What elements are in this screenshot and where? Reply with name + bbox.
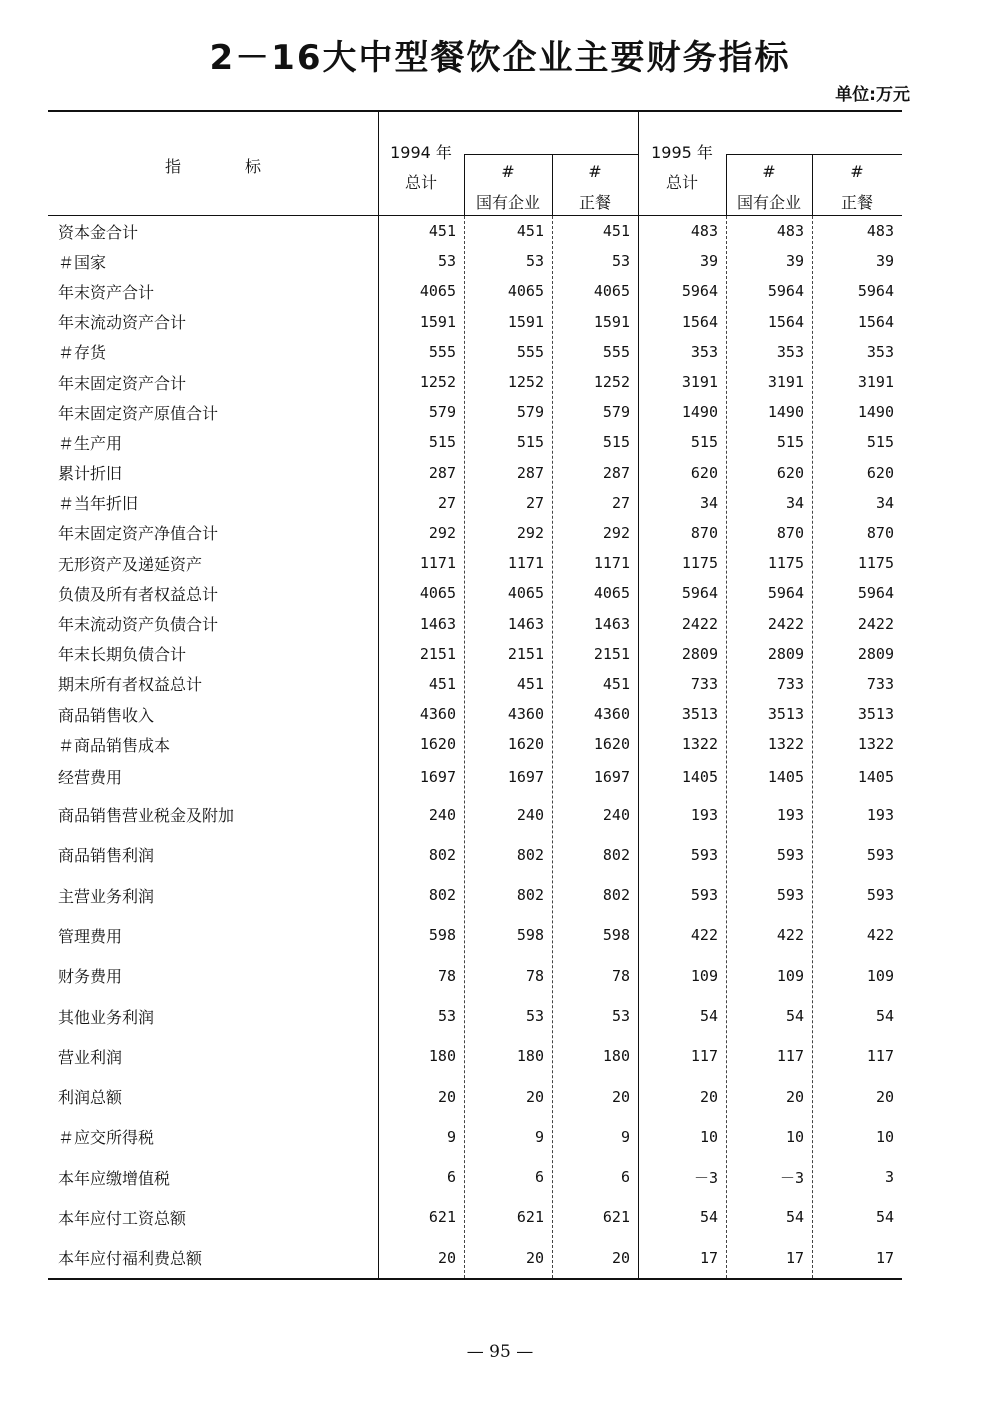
value-cell: 287 [516, 463, 544, 482]
value-cell: 287 [602, 463, 630, 482]
value-cell: 1252 [507, 373, 544, 392]
value-cell: 1591 [507, 312, 544, 331]
row-label: 无形资产及递延资产 [58, 554, 203, 574]
value-cell: 6 [534, 1168, 544, 1187]
value-cell: 34 [785, 493, 804, 512]
value-cell: 9 [534, 1127, 544, 1146]
row-label: 本年应付福利费总额 [58, 1249, 203, 1269]
value-cell: 109 [776, 966, 804, 985]
value-cell: 1697 [507, 767, 544, 786]
value-cell: 117 [690, 1047, 718, 1066]
value-cell: 240 [516, 805, 544, 824]
value-cell: 1405 [767, 767, 804, 786]
value-cell: 2809 [857, 644, 894, 663]
header-indicator: 指 标 [164, 157, 261, 176]
value-cell: 515 [866, 433, 894, 452]
table-row [48, 458, 902, 488]
value-cell: 20 [525, 1087, 544, 1106]
value-cell: 4065 [593, 282, 630, 301]
value-cell: 515 [602, 433, 630, 452]
table-row [48, 1076, 902, 1116]
row-label: 其他业务利润 [58, 1007, 155, 1027]
value-cell: 1620 [419, 735, 456, 754]
table-row [48, 1197, 902, 1237]
value-cell: 555 [516, 342, 544, 361]
value-cell: 27 [437, 493, 456, 512]
value-cell: 4065 [507, 282, 544, 301]
value-cell: 4360 [419, 705, 456, 724]
header-total-1995: 总计 [665, 173, 698, 192]
value-cell: 193 [866, 805, 894, 824]
value-cell: 78 [437, 966, 456, 985]
column-divider [812, 216, 813, 1278]
value-cell: 733 [866, 674, 894, 693]
value-cell: 109 [690, 966, 718, 985]
value-cell: 353 [690, 342, 718, 361]
value-cell: 802 [602, 886, 630, 905]
row-label: 主营业务利润 [58, 886, 155, 906]
unit-label: 单位:万元 [835, 85, 910, 105]
value-cell: 598 [602, 926, 630, 945]
value-cell: 9 [620, 1127, 630, 1146]
value-cell: 1463 [419, 614, 456, 633]
row-label: 年末长期负债合计 [58, 645, 187, 665]
value-cell: 621 [428, 1208, 456, 1227]
table-row [48, 875, 902, 915]
value-cell: 292 [602, 523, 630, 542]
value-cell: 4065 [593, 584, 630, 603]
value-cell: 3513 [767, 705, 804, 724]
value-cell: 1463 [593, 614, 630, 633]
row-label: 资本金合计 [58, 222, 139, 242]
value-cell: 555 [602, 342, 630, 361]
row-label: ＃当年折旧 [58, 494, 139, 514]
value-cell: 292 [516, 523, 544, 542]
table-row [48, 759, 902, 794]
value-cell: 54 [699, 1007, 718, 1025]
value-cell: 733 [690, 674, 718, 693]
value-cell: 515 [690, 433, 718, 452]
value-cell: 451 [516, 674, 544, 693]
value-cell: 621 [602, 1208, 630, 1227]
row-label: 年末固定资产合计 [58, 373, 187, 393]
value-cell: 20 [437, 1248, 456, 1267]
value-cell: 5964 [767, 584, 804, 603]
value-cell: 17 [699, 1248, 718, 1267]
value-cell: 2151 [419, 644, 456, 663]
value-cell: 620 [690, 463, 718, 482]
header-divider [638, 112, 639, 215]
value-cell: 733 [776, 674, 804, 693]
page-number: — 95 — [466, 1342, 534, 1362]
value-cell: 802 [428, 886, 456, 905]
table-row [48, 337, 902, 367]
value-cell: 6 [446, 1168, 456, 1187]
value-cell: 54 [785, 1208, 804, 1227]
value-cell: 34 [699, 493, 718, 512]
value-cell: 1697 [593, 767, 630, 786]
value-cell: 620 [776, 463, 804, 482]
value-cell: 4360 [593, 705, 630, 724]
value-cell: 20 [875, 1087, 894, 1106]
value-cell: 2422 [857, 614, 894, 633]
value-cell: 1405 [681, 767, 718, 786]
value-cell: 53 [525, 252, 544, 271]
table-row [48, 246, 902, 276]
value-cell: 593 [690, 886, 718, 905]
table-row [48, 548, 902, 578]
header-total-1994: 总计 [404, 173, 437, 192]
value-cell: 3191 [857, 373, 894, 392]
value-cell: －3 [779, 1168, 804, 1187]
value-cell: 4360 [507, 705, 544, 724]
value-cell: 870 [866, 523, 894, 542]
value-cell: 10 [785, 1127, 804, 1146]
value-cell: 483 [690, 222, 718, 241]
value-cell: 555 [428, 342, 456, 361]
value-cell: 17 [875, 1248, 894, 1267]
value-cell: 20 [525, 1248, 544, 1267]
value-cell: 1620 [507, 735, 544, 754]
value-cell: 53 [437, 1007, 456, 1025]
row-label: 经营费用 [58, 768, 123, 788]
value-cell: 54 [785, 1007, 804, 1025]
value-cell: 1322 [767, 735, 804, 754]
value-cell: 353 [866, 342, 894, 361]
column-divider [638, 216, 639, 1278]
value-cell: 109 [866, 966, 894, 985]
financial-table [48, 110, 902, 1280]
value-cell: 27 [611, 493, 630, 512]
value-cell: 483 [776, 222, 804, 241]
value-cell: 515 [776, 433, 804, 452]
value-cell: 1175 [857, 554, 894, 573]
value-cell: 802 [516, 886, 544, 905]
row-label: ＃国家 [58, 252, 107, 272]
header-state-owned-1995: 国有企业 [736, 193, 801, 212]
table-row [48, 518, 902, 548]
value-cell: 1490 [857, 403, 894, 422]
value-cell: 1322 [681, 735, 718, 754]
value-cell: 240 [602, 805, 630, 824]
value-cell: 4065 [419, 584, 456, 603]
header-hash-state-1994: # [501, 162, 515, 181]
value-cell: 1564 [681, 312, 718, 331]
row-label: 累计折旧 [58, 464, 123, 484]
table-row [48, 794, 902, 834]
table-header [48, 112, 902, 216]
value-cell: 5964 [767, 282, 804, 301]
value-cell: 483 [866, 222, 894, 241]
value-cell: 117 [866, 1047, 894, 1066]
table-row [48, 639, 902, 669]
value-cell: 870 [776, 523, 804, 542]
value-cell: 3191 [681, 373, 718, 392]
value-cell: 54 [875, 1208, 894, 1227]
value-cell: 180 [428, 1047, 456, 1066]
value-cell: 353 [776, 342, 804, 361]
value-cell: 3 [884, 1168, 894, 1187]
value-cell: 620 [866, 463, 894, 482]
value-cell: 1490 [767, 403, 804, 422]
header-year-1994: 1994 年 [390, 143, 452, 162]
row-label: 本年应付工资总额 [58, 1208, 187, 1228]
value-cell: 1620 [593, 735, 630, 754]
row-label: 年末固定资产原值合计 [58, 403, 219, 423]
value-cell: 1591 [419, 312, 456, 331]
table-row [48, 996, 902, 1036]
value-cell: 1463 [507, 614, 544, 633]
value-cell: 39 [875, 252, 894, 271]
value-cell: 5964 [857, 584, 894, 603]
value-cell: 422 [690, 926, 718, 945]
value-cell: 54 [875, 1007, 894, 1025]
value-cell: 287 [428, 463, 456, 482]
table-row [48, 1157, 902, 1197]
value-cell: 4065 [507, 584, 544, 603]
table-body [48, 216, 902, 1278]
value-cell: 1322 [857, 735, 894, 754]
value-cell: 1171 [419, 554, 456, 573]
value-cell: 9 [446, 1127, 456, 1146]
value-cell: 78 [611, 966, 630, 985]
header-hash-dining-1994: # [588, 162, 602, 181]
row-label: 本年应缴增值税 [58, 1168, 171, 1188]
column-divider [464, 216, 465, 1278]
table-row [48, 488, 902, 518]
row-label: 期末所有者权益总计 [58, 675, 203, 695]
value-cell: 598 [428, 926, 456, 945]
table-row [48, 427, 902, 457]
value-cell: 20 [699, 1087, 718, 1106]
row-label: 管理费用 [58, 926, 123, 946]
value-cell: 579 [602, 403, 630, 422]
header-hash-state-1995: # [762, 162, 776, 181]
page-title: 2－16大中型餐饮企业主要财务指标 [209, 38, 791, 78]
value-cell: 515 [428, 433, 456, 452]
value-cell: －3 [693, 1168, 718, 1187]
row-label: ＃商品销售成本 [58, 735, 171, 755]
value-cell: 1175 [767, 554, 804, 573]
column-divider [726, 216, 727, 1278]
value-cell: 3513 [681, 705, 718, 724]
row-label: 年末固定资产净值合计 [58, 524, 219, 544]
value-cell: 1564 [767, 312, 804, 331]
value-cell: 515 [516, 433, 544, 452]
value-cell: 802 [428, 845, 456, 864]
header-subline-1995 [726, 154, 902, 155]
table-row [48, 307, 902, 337]
row-label: 年末流动资产合计 [58, 313, 187, 333]
table-row [48, 216, 902, 246]
row-label: 负债及所有者权益总计 [58, 584, 219, 604]
value-cell: 5964 [681, 282, 718, 301]
value-cell: 1171 [593, 554, 630, 573]
value-cell: 53 [525, 1007, 544, 1025]
value-cell: 2809 [681, 644, 718, 663]
row-label: 年末流动资产负债合计 [58, 615, 219, 635]
value-cell: 240 [428, 805, 456, 824]
value-cell: 2422 [681, 614, 718, 633]
value-cell: 1171 [507, 554, 544, 573]
value-cell: 292 [428, 523, 456, 542]
value-cell: 34 [875, 493, 894, 512]
table-row [48, 367, 902, 397]
value-cell: 422 [866, 926, 894, 945]
value-cell: 1490 [681, 403, 718, 422]
value-cell: 27 [525, 493, 544, 512]
row-label: 商品销售收入 [58, 705, 155, 725]
value-cell: 180 [602, 1047, 630, 1066]
table-row [48, 1117, 902, 1157]
row-label: ＃生产用 [58, 433, 123, 453]
value-cell: 53 [611, 252, 630, 271]
value-cell: 1591 [593, 312, 630, 331]
table-row [48, 835, 902, 875]
value-cell: 870 [690, 523, 718, 542]
value-cell: 1564 [857, 312, 894, 331]
value-cell: 54 [699, 1208, 718, 1227]
value-cell: 802 [602, 845, 630, 864]
value-cell: 802 [516, 845, 544, 864]
value-cell: 1697 [419, 767, 456, 786]
row-label: ＃存货 [58, 343, 107, 363]
header-subline-1994 [464, 154, 638, 155]
value-cell: 1252 [593, 373, 630, 392]
value-cell: 451 [428, 674, 456, 693]
row-label: 商品销售利润 [58, 846, 155, 866]
table-row [48, 669, 902, 699]
table-row [48, 578, 902, 608]
value-cell: 3513 [857, 705, 894, 724]
row-label: 商品销售营业税金及附加 [58, 806, 235, 826]
value-cell: 5964 [681, 584, 718, 603]
value-cell: 593 [776, 845, 804, 864]
table-row [48, 956, 902, 996]
header-hash-dining-1995: # [850, 162, 864, 181]
row-label: 利润总额 [58, 1088, 123, 1108]
value-cell: 579 [428, 403, 456, 422]
value-cell: 180 [516, 1047, 544, 1066]
row-label: 年末资产合计 [58, 282, 155, 302]
value-cell: 593 [776, 886, 804, 905]
row-label: 财务费用 [58, 967, 123, 987]
table-row [48, 1238, 902, 1278]
value-cell: 2151 [507, 644, 544, 663]
value-cell: 2422 [767, 614, 804, 633]
value-cell: 2151 [593, 644, 630, 663]
value-cell: 451 [602, 222, 630, 241]
value-cell: 117 [776, 1047, 804, 1066]
value-cell: 78 [525, 966, 544, 985]
column-divider [552, 216, 553, 1278]
value-cell: 193 [776, 805, 804, 824]
value-cell: 3191 [767, 373, 804, 392]
value-cell: 579 [516, 403, 544, 422]
value-cell: 39 [699, 252, 718, 271]
value-cell: 20 [437, 1087, 456, 1106]
value-cell: 39 [785, 252, 804, 271]
header-year-1995: 1995 年 [651, 143, 713, 162]
value-cell: 2809 [767, 644, 804, 663]
column-divider [378, 216, 379, 1278]
value-cell: 10 [699, 1127, 718, 1146]
value-cell: 422 [776, 926, 804, 945]
header-formal-dining-1995: 正餐 [840, 193, 873, 212]
value-cell: 1252 [419, 373, 456, 392]
value-cell: 193 [690, 805, 718, 824]
table-row [48, 915, 902, 955]
table-row [48, 699, 902, 729]
row-label: ＃应交所得税 [58, 1128, 155, 1148]
value-cell: 451 [428, 222, 456, 241]
value-cell: 53 [611, 1007, 630, 1025]
value-cell: 6 [620, 1168, 630, 1187]
value-cell: 10 [875, 1127, 894, 1146]
value-cell: 20 [611, 1087, 630, 1106]
value-cell: 593 [866, 845, 894, 864]
value-cell: 598 [516, 926, 544, 945]
value-cell: 5964 [857, 282, 894, 301]
value-cell: 20 [785, 1087, 804, 1106]
table-row [48, 1036, 902, 1076]
table-row [48, 608, 902, 638]
table-row [48, 729, 902, 759]
value-cell: 4065 [419, 282, 456, 301]
header-state-owned-1994: 国有企业 [475, 193, 540, 212]
value-cell: 1175 [681, 554, 718, 573]
table-row [48, 276, 902, 306]
value-cell: 451 [602, 674, 630, 693]
value-cell: 17 [785, 1248, 804, 1267]
value-cell: 1405 [857, 767, 894, 786]
value-cell: 593 [690, 845, 718, 864]
value-cell: 593 [866, 886, 894, 905]
header-formal-dining-1994: 正餐 [578, 193, 611, 212]
value-cell: 20 [611, 1248, 630, 1267]
row-label: 营业利润 [58, 1047, 123, 1067]
value-cell: 621 [516, 1208, 544, 1227]
value-cell: 451 [516, 222, 544, 241]
table-row [48, 397, 902, 427]
header-divider [378, 112, 379, 215]
value-cell: 53 [437, 252, 456, 271]
